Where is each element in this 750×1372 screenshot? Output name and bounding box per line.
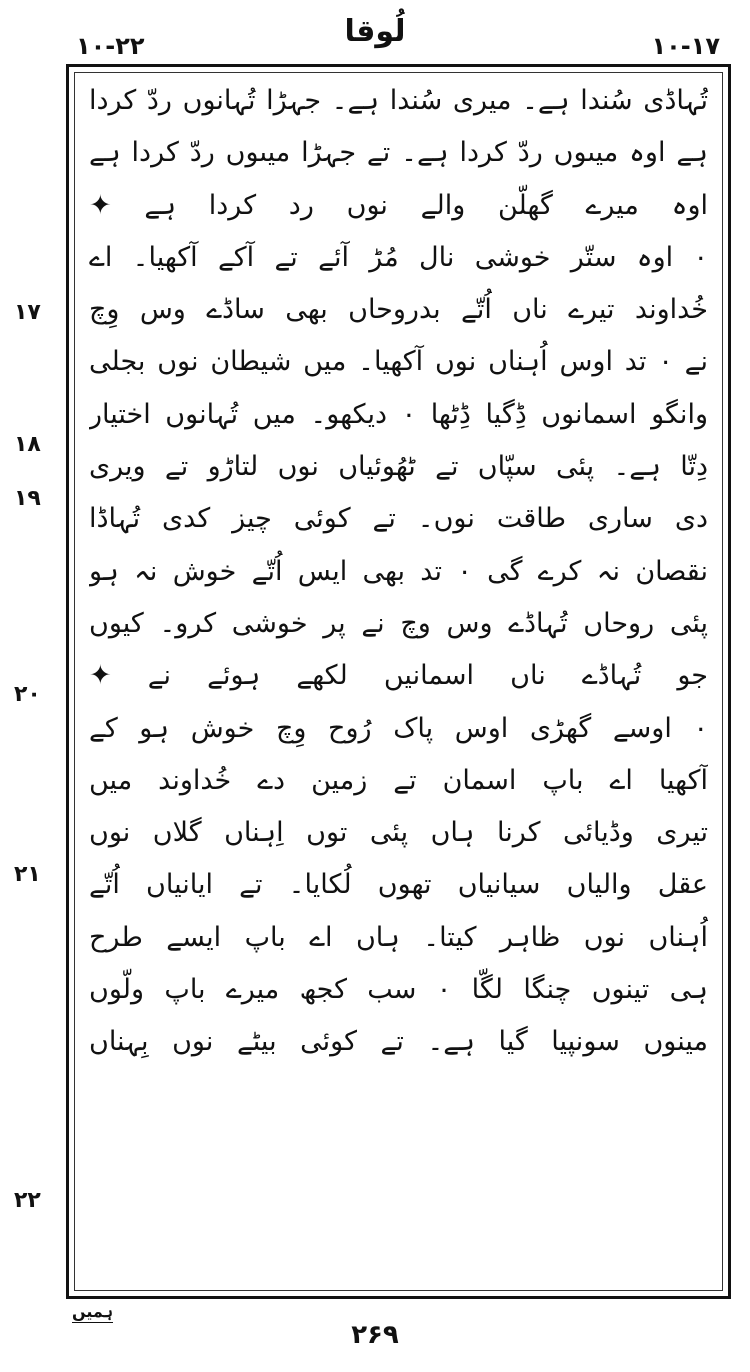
text-line: دِتّا ہے۔ پئی سپّاں تے ٹھُوئیاں نوں لتاڑو تے ویری <box>89 451 708 483</box>
verse-number: ۱۹ <box>14 486 41 511</box>
page-number: ۲۶۹ <box>351 1320 399 1350</box>
text-line: ۰ اوہ ستّر خوشی نال مُڑ آئے تے آکے آکھیا۔ اے <box>89 241 708 273</box>
verse-number-margin <box>0 72 64 1307</box>
text-line: عقل والیاں سیانیاں تھوں لُکایا۔ تے ایانیاں اُتّے <box>89 869 708 901</box>
text-line: پئی روحاں تُہاڈے وس وچ نے پر خوشی کرو۔ کیوں <box>89 607 708 639</box>
text-line: نقصان نہ کرے گی ۰ تد بھی ایس اُتّے خوش نہ ہو <box>89 555 708 587</box>
text-frame <box>66 64 731 1299</box>
catchword: ہمیں <box>72 1302 114 1321</box>
text-line: وانگو اسمانوں ڈِگیا ڈِٹھا ۰ دیکھو۔ میں تُہانوں اختیار <box>89 398 708 430</box>
header-verse-range-start: ۱۰-۱۷ <box>651 32 720 60</box>
text-line: ۰ اوسے گھڑی اوس پاک رُوح وِچ خوش ہو کے <box>89 712 708 744</box>
text-line: اوہ میرے گھلّن والے نوں رد کردا ہے ✦ <box>89 189 708 221</box>
header-verse-range-end: ۱۰-۲۲ <box>76 32 145 60</box>
text-line: آکھیا اے باپ اسمان تے زمین دے خُداوند میں <box>89 764 708 796</box>
header-book-title: لُوقا <box>344 14 406 49</box>
text-line: جو تُہاڈے ناں اسمانیں لکھے ہوئے نے ✦ <box>89 660 708 692</box>
page-header <box>0 14 750 64</box>
body-text <box>89 75 708 1069</box>
text-line: دی ساری طاقت نوں۔ تے کوئی چیز کدی تُہاڈا <box>89 503 708 535</box>
text-line: ہی تینوں چنگا لگّا ۰ سب کجھ میرے باپ ولّوں <box>89 974 708 1006</box>
text-line: مینوں سونپیا گیا ہے۔ تے کوئی بیٹے نوں بِہناں <box>89 1026 708 1058</box>
text-line: خُداوند تیرے ناں اُتّے بدروحاں بھی ساڈے وس وِچ <box>89 294 708 326</box>
verse-number: ۱۷ <box>14 300 41 325</box>
verse-number: ۱۸ <box>14 432 41 457</box>
text-line: تیری وڈیائی کرنا ہاں پئی توں اِہناں گلاں نوں <box>89 817 708 849</box>
verse-number: ۲۲ <box>14 1188 41 1213</box>
text-line: ہے اوہ میںوں ردّ کردا ہے۔ تے جہڑا میںوں ردّ کردا ہے <box>89 137 708 169</box>
text-line: تُہاڈی سُندا ہے۔ میری سُندا ہے۔ جہڑا تُہانوں ردّ کردا <box>89 85 708 116</box>
verse-number: ۲۱ <box>14 862 41 887</box>
text-line: اُہناں نوں ظاہر کیتا۔ ہاں اے باپ ایسے طرح <box>89 921 708 953</box>
text-line: نے ۰ تد اوس اُہناں نوں آکھیا۔ میں شیطان نوں بجلی <box>89 346 708 378</box>
verse-number: ۲۰ <box>14 682 41 707</box>
